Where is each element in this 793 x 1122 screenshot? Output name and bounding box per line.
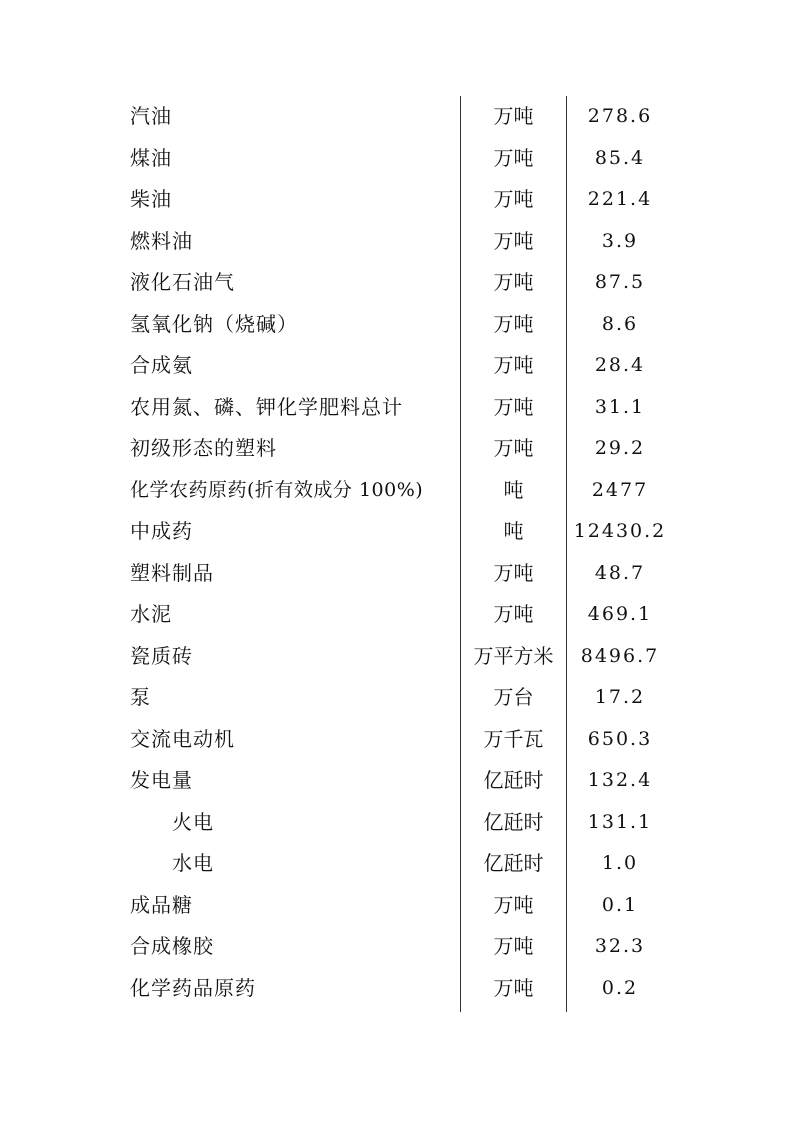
table-row — [0, 262, 793, 304]
product-unit: 万吨 — [493, 270, 534, 294]
product-value: 2477 — [591, 478, 649, 501]
product-name: 农用氮、磷、钾化学肥料总计 — [130, 394, 403, 419]
product-name: 塑料制品 — [130, 560, 214, 585]
product-name: 燃料油 — [130, 228, 193, 253]
product-name: 汽油 — [130, 104, 172, 128]
table-row — [0, 428, 793, 470]
table-row — [0, 968, 793, 1010]
product-name: 水泥 — [130, 602, 172, 626]
product-subname: 火电 — [172, 809, 214, 834]
product-name: 瓷质砖 — [130, 643, 193, 668]
product-unit: 万吨 — [493, 436, 534, 460]
table-row — [0, 138, 793, 180]
product-unit: 万吨 — [493, 228, 534, 253]
product-unit: 万吨 — [493, 892, 534, 917]
table-row — [0, 553, 793, 595]
product-name: 氢氧化钠（烧碱） — [130, 311, 298, 336]
product-value: 1.0 — [601, 852, 639, 874]
product-name: 交流电动机 — [130, 726, 235, 751]
product-unit: 万千瓦 — [483, 726, 544, 751]
product-value: 3.9 — [601, 229, 639, 252]
product-unit: 万吨 — [493, 602, 534, 626]
product-value: 17.2 — [594, 686, 646, 708]
product-name: 柴油 — [130, 187, 172, 211]
product-name: 泵 — [130, 685, 151, 709]
product-name: 初级形态的塑料 — [130, 436, 277, 460]
product-unit: 万吨 — [493, 104, 534, 128]
product-name: 化学农药原药(折有效成分 100%) — [130, 478, 424, 501]
table-row — [0, 304, 793, 346]
product-unit: 吨 — [503, 477, 524, 502]
product-value: 32.3 — [594, 935, 646, 957]
table-row — [0, 719, 793, 761]
product-unit: 万吨 — [493, 353, 534, 377]
product-value: 278.6 — [587, 105, 653, 127]
product-value: 31.1 — [594, 395, 646, 418]
table-row — [0, 926, 793, 968]
product-unit: 万吨 — [493, 394, 534, 419]
table-body — [0, 96, 793, 1009]
table-row — [0, 179, 793, 221]
table-row — [0, 594, 793, 636]
table-row — [0, 760, 793, 802]
product-name: 中成药 — [130, 519, 193, 543]
table-row — [0, 511, 793, 553]
table-row — [0, 96, 793, 138]
product-name: 化学药品原药 — [130, 975, 256, 1000]
product-value: 48.7 — [594, 561, 646, 584]
table-row — [0, 677, 793, 719]
product-value: 650.3 — [587, 727, 653, 750]
product-value: 8496.7 — [580, 644, 660, 667]
product-subname: 水电 — [172, 851, 214, 875]
product-name: 发电量 — [130, 768, 193, 792]
product-value: 221.4 — [587, 188, 653, 210]
product-value: 28.4 — [594, 354, 646, 376]
table-row — [0, 802, 793, 844]
product-unit: 万台 — [493, 685, 534, 709]
table-row — [0, 843, 793, 885]
product-unit: 亿瓩时 — [483, 809, 544, 834]
product-output-table — [0, 96, 793, 1012]
product-unit: 吨 — [503, 519, 524, 543]
product-value: 29.2 — [594, 437, 646, 459]
product-unit: 万吨 — [493, 560, 534, 585]
product-unit: 万吨 — [493, 934, 534, 958]
product-value: 0.2 — [601, 976, 639, 999]
product-unit: 万吨 — [493, 311, 534, 336]
table-row — [0, 885, 793, 927]
product-unit: 亿瓩时 — [483, 851, 544, 875]
product-value: 85.4 — [594, 146, 646, 169]
product-value: 131.1 — [587, 810, 653, 833]
product-value: 0.1 — [601, 893, 639, 916]
product-unit: 万吨 — [493, 187, 534, 211]
product-value: 12430.2 — [573, 520, 667, 542]
product-name: 成品糖 — [130, 892, 193, 917]
product-unit: 万平方米 — [473, 643, 554, 668]
product-value: 8.6 — [601, 312, 639, 335]
product-unit: 亿瓩时 — [483, 768, 544, 792]
product-value: 87.5 — [594, 271, 646, 293]
table-row — [0, 636, 793, 678]
product-unit: 万吨 — [493, 975, 534, 1000]
product-name: 液化石油气 — [130, 270, 235, 294]
product-unit: 万吨 — [493, 145, 534, 170]
product-name: 合成氨 — [130, 353, 193, 377]
table-row — [0, 345, 793, 387]
product-name: 合成橡胶 — [130, 934, 214, 958]
product-name: 煤油 — [130, 145, 172, 170]
product-value: 132.4 — [587, 769, 653, 791]
product-value: 469.1 — [587, 603, 653, 625]
table-row — [0, 387, 793, 429]
table-row — [0, 470, 793, 512]
table-row — [0, 221, 793, 263]
